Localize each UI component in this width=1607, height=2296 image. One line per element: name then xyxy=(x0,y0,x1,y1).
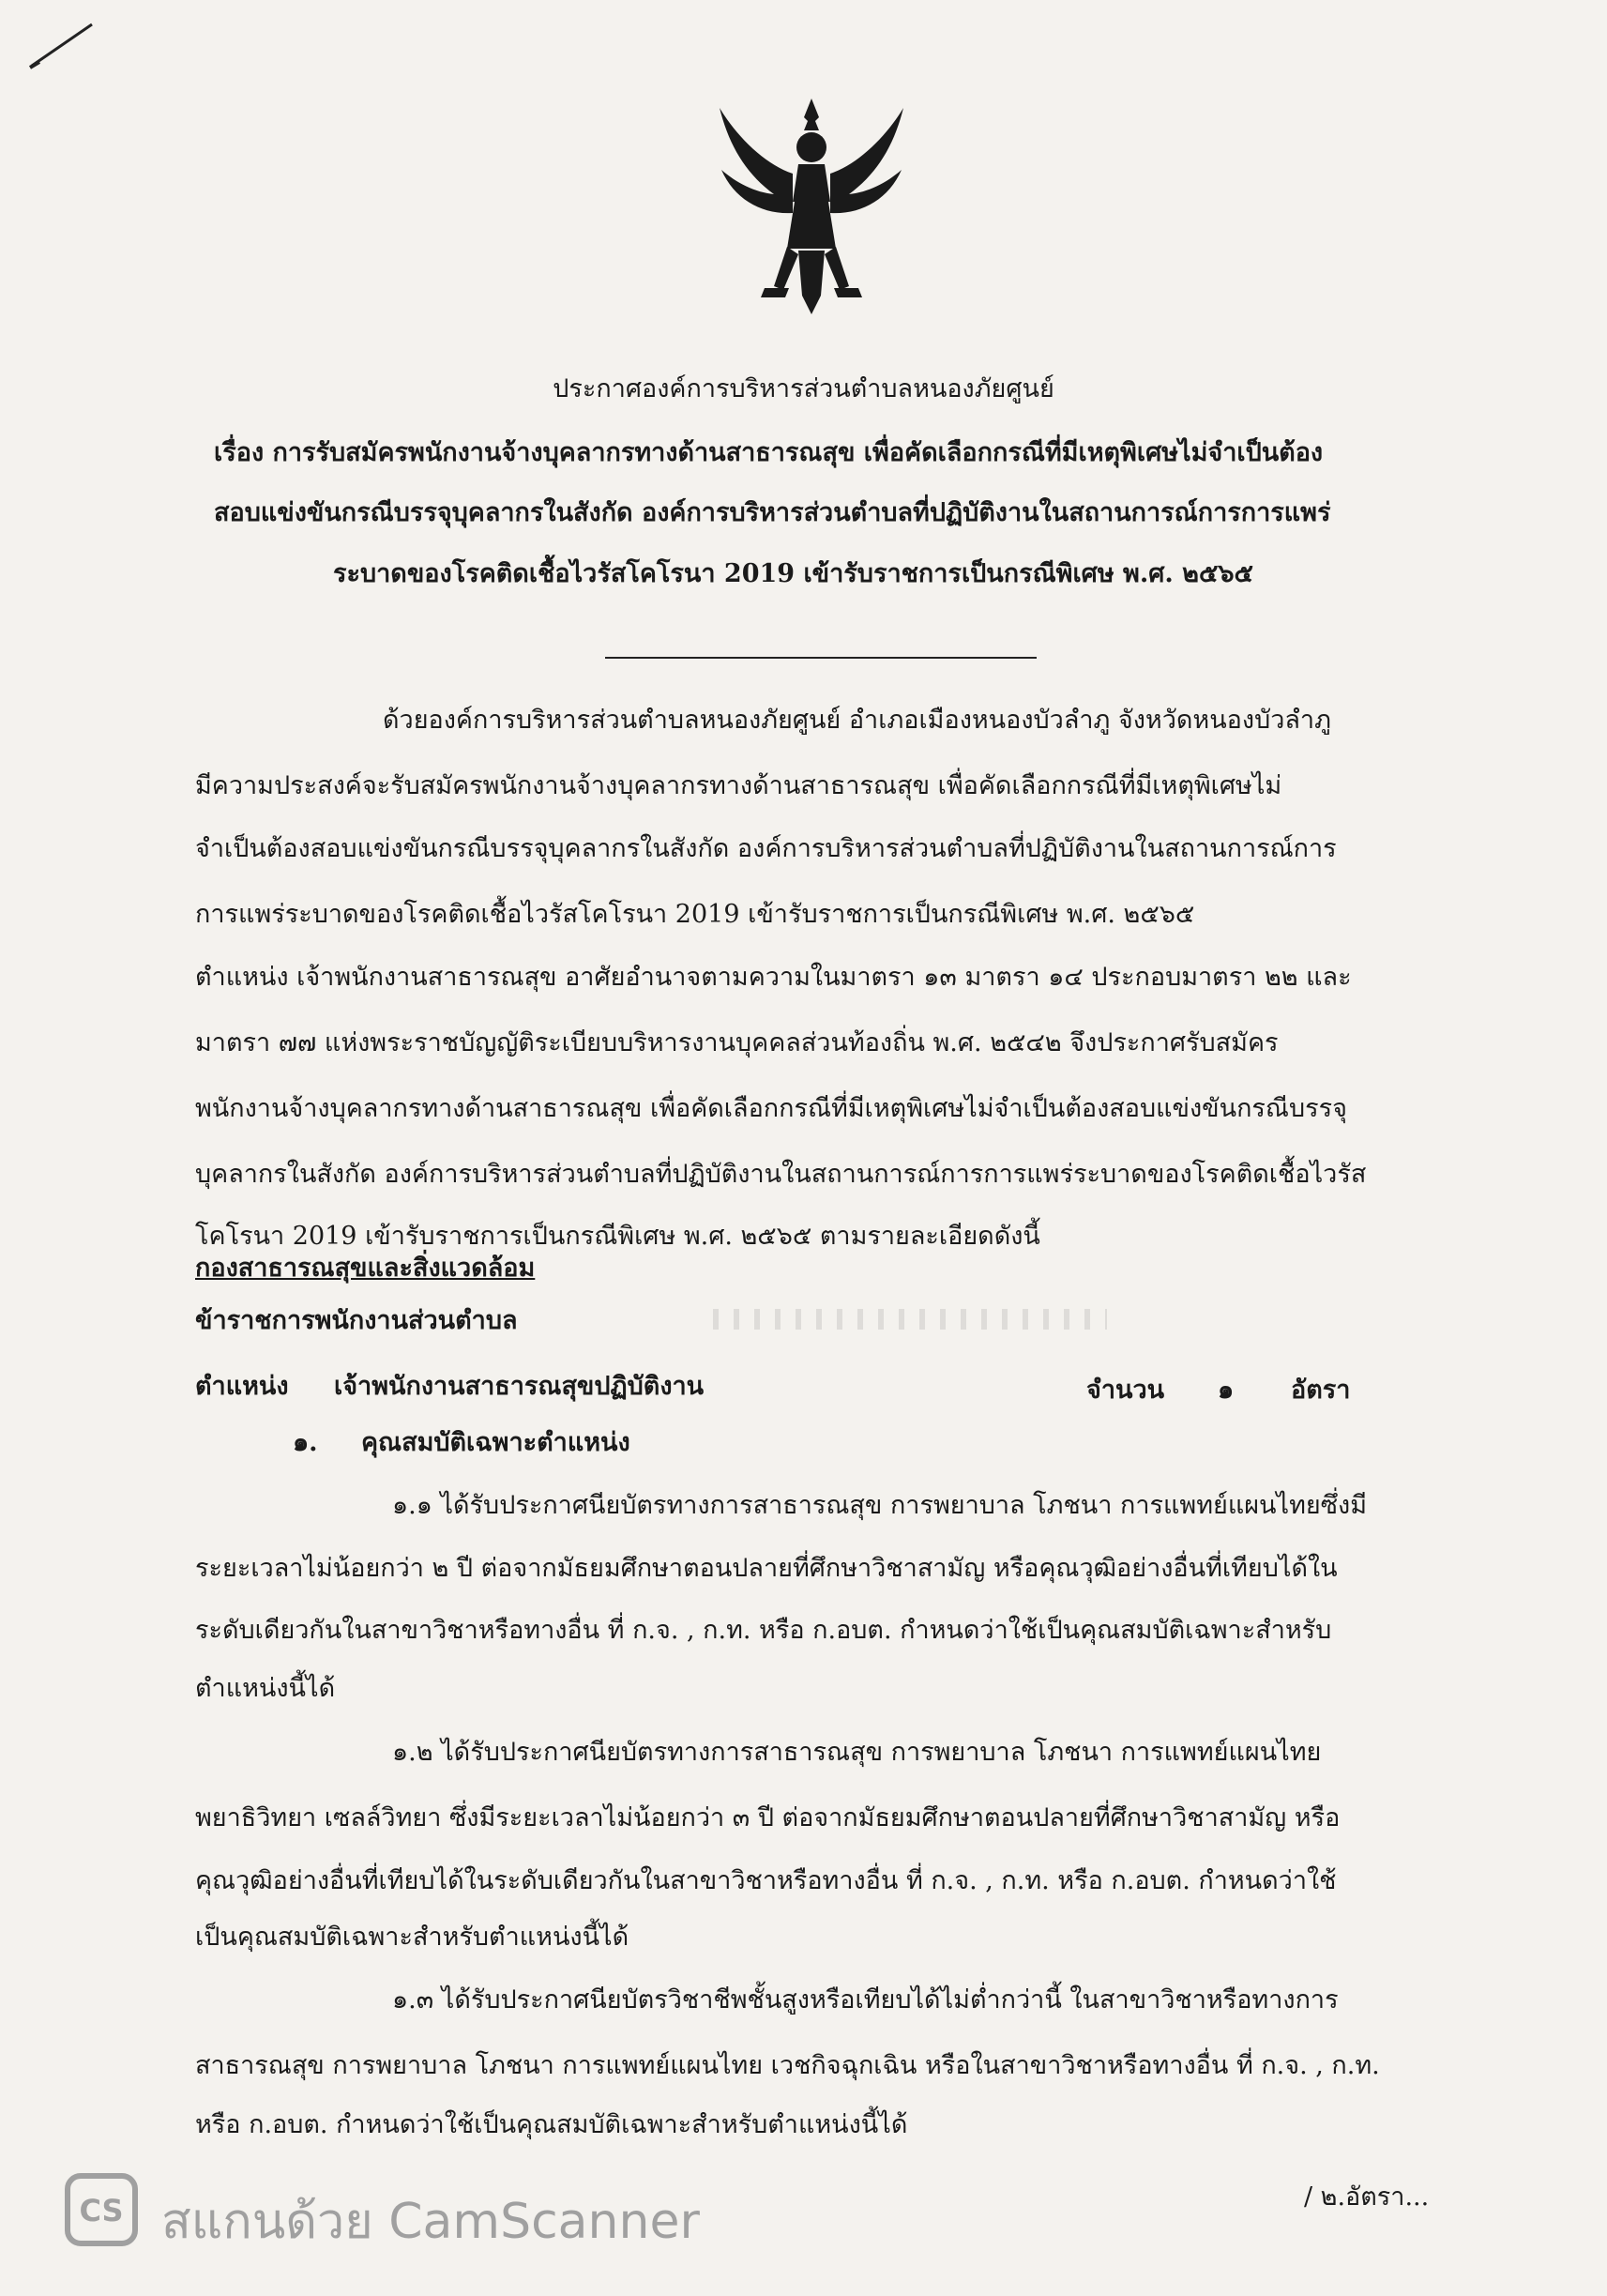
camscanner-logo-icon xyxy=(64,2172,139,2247)
quantity-unit: อัตรา xyxy=(1291,1376,1351,1405)
subject-line-3: ระบาดของโรคติดเชื้อไวรัสโคโรนา 2019 เข้ารับราชการเป็นกรณีพิเศษ พ.ศ. ๒๕๖๕ xyxy=(333,559,1253,588)
category-heading: ข้าราชการพนักงานส่วนตำบล xyxy=(195,1306,518,1335)
qualification-line: หรือ ก.อบต. กำหนดว่าใช้เป็นคุณสมบัติเฉพาะสำหรับตำแหน่งนี้ได้ xyxy=(195,2110,908,2139)
position-label: ตำแหน่ง xyxy=(195,1372,289,1401)
camscanner-logo-text: CS xyxy=(79,2193,124,2228)
qualification-line: คุณวุฒิอย่างอื่นที่เทียบได้ในระดับเดียวกันในสาขาวิชาหรือทางอื่น ที่ ก.จ. , ก.ท. หรือ ก.อบต. กำหนดว่าใช้ xyxy=(195,1866,1337,1895)
announcement-title: ประกาศองค์การบริหารส่วนตำบลหนองภัยศูนย์ xyxy=(553,374,1054,403)
section-number: ๑. xyxy=(293,1428,318,1457)
division-heading: กองสาธารณสุขและสิ่งแวดล้อม xyxy=(195,1254,536,1283)
qualification-line: ระยะเวลาไม่น้อยกว่า ๒ ปี ต่อจากมัธยมศึกษาตอนปลายที่ศึกษาวิชาสามัญ หรือคุณวุฒิอย่างอื่นที่เทียบได้ใน xyxy=(195,1554,1338,1583)
section-title: คุณสมบัติเฉพาะตำแหน่ง xyxy=(361,1428,630,1457)
position-name: เจ้าพนักงานสาธารณสุขปฏิบัติงาน xyxy=(334,1372,705,1401)
qualification-line: เป็นคุณสมบัติเฉพาะสำหรับตำแหน่งนี้ได้ xyxy=(195,1923,629,1952)
qualification-line: ๑.๒ ได้รับประกาศนียบัตรทางการสาธารณสุข การพยาบาล โภชนา การแพทย์แผนไทย xyxy=(392,1738,1322,1767)
body-line: จำเป็นต้องสอบแข่งขันกรณีบรรจุบุคลากรในสังกัด องค์การบริหารส่วนตำบลที่ปฏิบัติงานในสถานการณ์การ xyxy=(195,834,1337,863)
body-line: พนักงานจ้างบุคลากรทางด้านสาธารณสุข เพื่อคัดเลือกกรณีที่มีเหตุพิเศษไม่จำเป็นต้องสอบแข่งขันกรณีบรรจุ xyxy=(195,1094,1347,1123)
body-line: มาตรา ๗๗ แห่งพระราชบัญญัติระเบียบบริหารงานบุคคลส่วนท้องถิ่น พ.ศ. ๒๕๔๒ จึงประกาศรับสมัคร xyxy=(195,1028,1279,1057)
qualification-line: ตำแหน่งนี้ได้ xyxy=(195,1674,336,1703)
body-line: การแพร่ระบาดของโรคติดเชื้อไวรัสโคโรนา 2019 เข้ารับราชการเป็นกรณีพิเศษ พ.ศ. ๒๕๖๕ xyxy=(195,900,1195,929)
camscanner-watermark: สแกนด้วย CamScanner xyxy=(161,2194,700,2250)
title-divider xyxy=(605,657,1037,659)
qualification-line: สาธารณสุข การพยาบาล โภชนา การแพทย์แผนไทย เวชกิจฉุกเฉิน หรือในสาขาวิชาหรือทางอื่น ที่ ก.จ. , ก.ท. xyxy=(195,2051,1380,2080)
body-line: ตำแหน่ง เจ้าพนักงานสาธารณสุข อาศัยอำนาจตามความในมาตรา ๑๓ มาตรา ๑๔ ประกอบมาตรา ๒๒ และ xyxy=(195,963,1352,992)
pen-mark-icon xyxy=(26,17,101,73)
subject-line-2: สอบแข่งขันกรณีบรรจุบุคลากรในสังกัด องค์การบริหารส่วนตำบลที่ปฏิบัติงานในสถานการณ์การการแพร่ xyxy=(214,498,1331,527)
qualification-line: ๑.๓ ได้รับประกาศนียบัตรวิชาชีพชั้นสูงหรือเทียบได้ไม่ต่ำกว่านี้ ในสาขาวิชาหรือทางการ xyxy=(392,1985,1339,2015)
scan-smudge xyxy=(713,1309,1107,1330)
qualification-line: ๑.๑ ได้รับประกาศนียบัตรทางการสาธารณสุข การพยาบาล โภชนา การแพทย์แผนไทยซึ่งมี xyxy=(392,1491,1367,1520)
body-line: มีความประสงค์จะรับสมัครพนักงานจ้างบุคลากรทางด้านสาธารณสุข เพื่อคัดเลือกกรณีที่มีเหตุพิเศษไม่ xyxy=(195,771,1282,800)
quantity-value: ๑ xyxy=(1218,1376,1235,1405)
garuda-emblem-icon xyxy=(708,89,915,324)
qualification-line: พยาธิวิทยา เซลล์วิทยา ซึ่งมีระยะเวลาไม่น้อยกว่า ๓ ปี ต่อจากมัธยมศึกษาตอนปลายที่ศึกษาวิชาสามัญ หรือ xyxy=(195,1803,1341,1832)
body-line: ด้วยองค์การบริหารส่วนตำบลหนองภัยศูนย์ อำเภอเมืองหนองบัวลำภู จังหวัดหนองบัวลำภู xyxy=(383,706,1331,735)
quantity-label: จำนวน xyxy=(1086,1376,1165,1405)
qualification-line: ระดับเดียวกันในสาขาวิชาหรือทางอื่น ที่ ก.จ. , ก.ท. หรือ ก.อบต. กำหนดว่าใช้เป็นคุณสมบัติเฉพาะสำหรับ xyxy=(195,1616,1332,1645)
body-line: บุคลากรในสังกัด องค์การบริหารส่วนตำบลที่ปฏิบัติงานในสถานการณ์การการแพร่ระบาดของโรคติดเชื้อไวรัส xyxy=(195,1160,1367,1189)
page-continue: / ๒.อัตรา... xyxy=(1304,2182,1430,2212)
body-line: โคโรนา 2019 เข้ารับราชการเป็นกรณีพิเศษ พ.ศ. ๒๕๖๕ ตามรายละเอียดดังนี้ xyxy=(195,1222,1040,1251)
subject-line-1: เรื่อง การรับสมัครพนักงานจ้างบุคลากรทางด้านสาธารณสุข เพื่อคัดเลือกกรณีที่มีเหตุพิเศษไม่จำเป็นต้อง xyxy=(214,438,1324,467)
